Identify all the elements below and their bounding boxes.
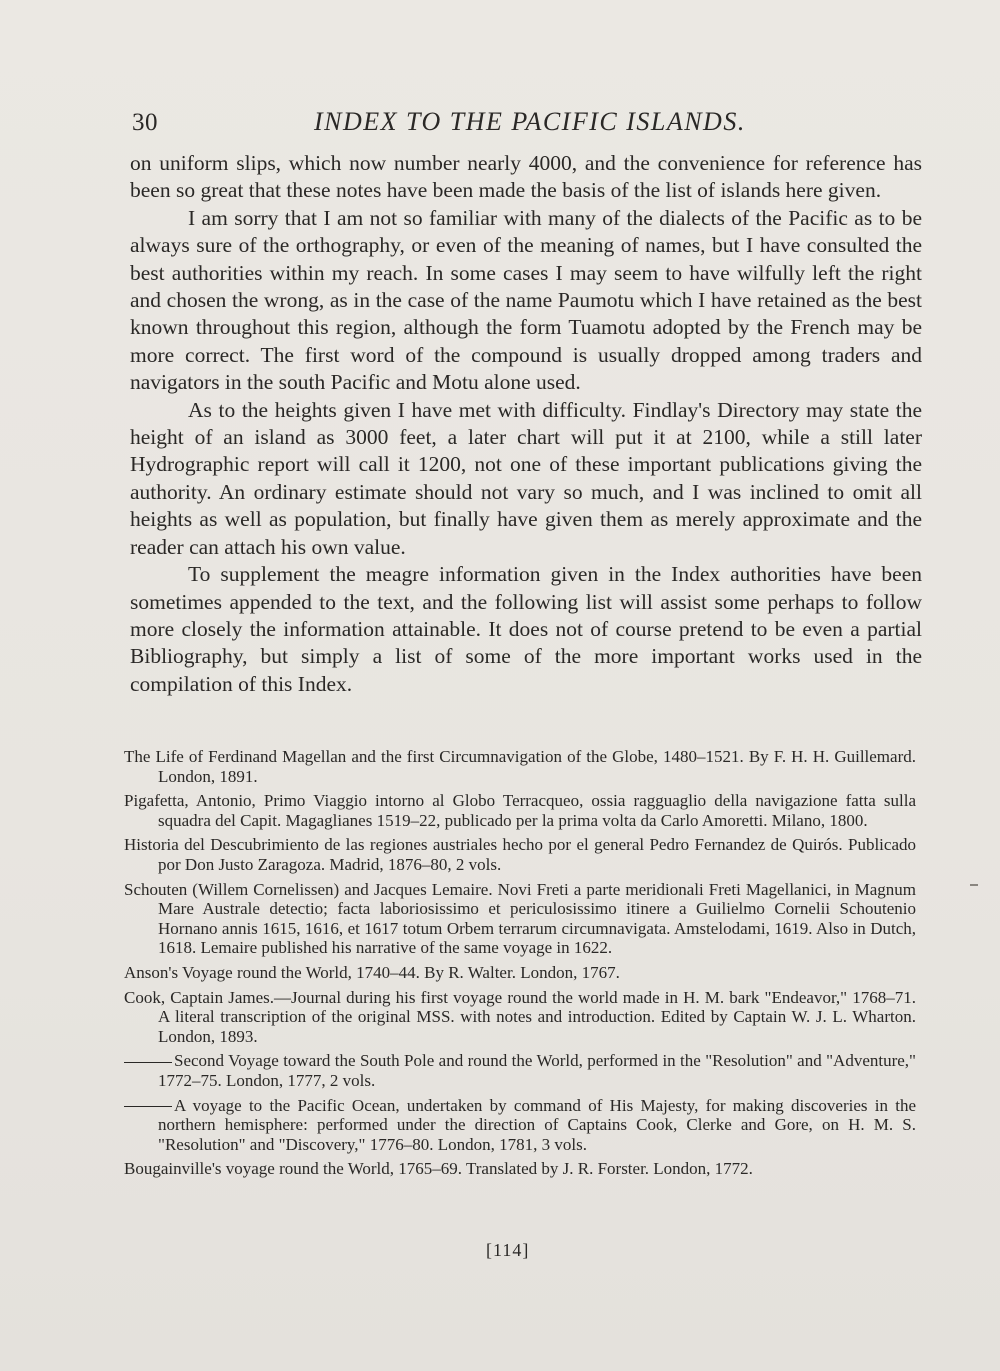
bibliography-entry: Cook, Captain James.—Journal during his first voyage round the world made in H. M. bark "Endeavor," 1768–71. A literal transcription of the original MSS. with notes and introduction. Edited by Captain W. J. L. Wharton. London, 1893. bbox=[124, 987, 916, 1046]
ditto-dash bbox=[124, 1062, 172, 1063]
running-title: INDEX TO THE PACIFIC ISLANDS. bbox=[314, 107, 746, 136]
bibliography-entry-text: A voyage to the Pacific Ocean, undertaken by command of His Majesty, for making discoveries in the northern hemisphere: performed under the direction of Captains Cook, Clerke and Gore, on H. M. S. "Resolution" and "Discovery," 1776–80. London, 1781, 3 vols. bbox=[158, 1095, 916, 1154]
ditto-dash bbox=[124, 1106, 172, 1107]
bibliography-list bbox=[124, 747, 916, 1184]
bibliography-entry: Schouten (Willem Cornelissen) and Jacques Lemaire. Novi Freti a parte meridionali Freti Magellanici, in Magnum Mare Australe detectio; facta laboriosissimo et periculosissimo itinere a Guilielmo Cornelii Schoutenio Hornano annis 1615, 1616, et 1617 totum Orbem terrarum circumnavigata. Amstelodami, 1619. Also in Dutch, 1618. Lemaire published his narrative of the same voyage in 1622. bbox=[124, 879, 916, 958]
margin-mark bbox=[970, 884, 978, 886]
bibliography-entry: Pigafetta, Antonio, Primo Viaggio intorno al Globo Terracqueo, ossia ragguaglio della navigazione fatta sulla squadra del Capit. Magaglianes 1519–22, publicado per la prima volta da Carlo Amoretti. Milano, 1800. bbox=[124, 791, 916, 830]
page-number: 30 bbox=[132, 109, 158, 136]
signature-mark: [114] bbox=[486, 1240, 530, 1260]
bibliography-entry: Bougainville's voyage round the World, 1765–69. Translated by J. R. Forster. London, 1772. bbox=[124, 1159, 753, 1179]
bibliography-entry-ditto bbox=[124, 1096, 916, 1155]
paragraph: I am sorry that I am not so familiar with many of the dialects of the Pacific as to be always sure of the orthography, or even of the meaning of names, but I have consulted the best authorities within my reach. In some cases I may seem to have wilfully left the right and chosen the wrong, as in the case of the name Paumotu which I have retained as the best known throughout this region, although the form Tuamotu adopted by the French may be more correct. The first word of the compound is usually dropped among traders and navigators in the south Pacific and Motu alone used. bbox=[130, 205, 922, 395]
paragraph: To supplement the meagre information given in the Index authorities have been sometimes appended to the text, and the following list will assist some perhaps to follow more closely the information attainable. It does not of course pretend to be even a partial Bibliography, but simply a list of some of the more important works used in the compilation of this Index. bbox=[130, 562, 922, 696]
paragraph: on uniform slips, which now number nearly 4000, and the convenience for reference has been so great that these notes have been made the basis of the list of islands here given. bbox=[130, 151, 922, 203]
bibliography-entry: Historia del Descubrimiento de las regiones austriales hecho por el general Pedro Fernandez de Quirós. Publicado por Don Justo Zaragoza. Madrid, 1876–80, 2 vols. bbox=[124, 835, 916, 874]
bibliography-entry-text: Second Voyage toward the South Pole and round the World, performed in the "Resolution" and "Adventure," 1772–75. London, 1777, 2 vols. bbox=[158, 1051, 916, 1090]
body-text bbox=[130, 150, 922, 698]
bibliography-entry: The Life of Ferdinand Magellan and the first Circumnavigation of the Globe, 1480–1521. By F. H. H. Guillemard. London, 1891. bbox=[124, 747, 916, 786]
bibliography-entry: Anson's Voyage round the World, 1740–44. By R. Walter. London, 1767. bbox=[124, 962, 620, 982]
paragraph: As to the heights given I have met with difficulty. Findlay's Directory may state the height of an island as 3000 feet, a later chart will put it at 2100, while a still later Hydrographic report will call it 1200, not one of these important publications giving the authority. An ordinary estimate should not vary so much, and I was inclined to omit all heights as well as population, but finally have given them as merely approximate and the reader can attach his own value. bbox=[130, 397, 922, 559]
page-header bbox=[132, 103, 922, 143]
bibliography-entry-ditto bbox=[124, 1051, 916, 1090]
